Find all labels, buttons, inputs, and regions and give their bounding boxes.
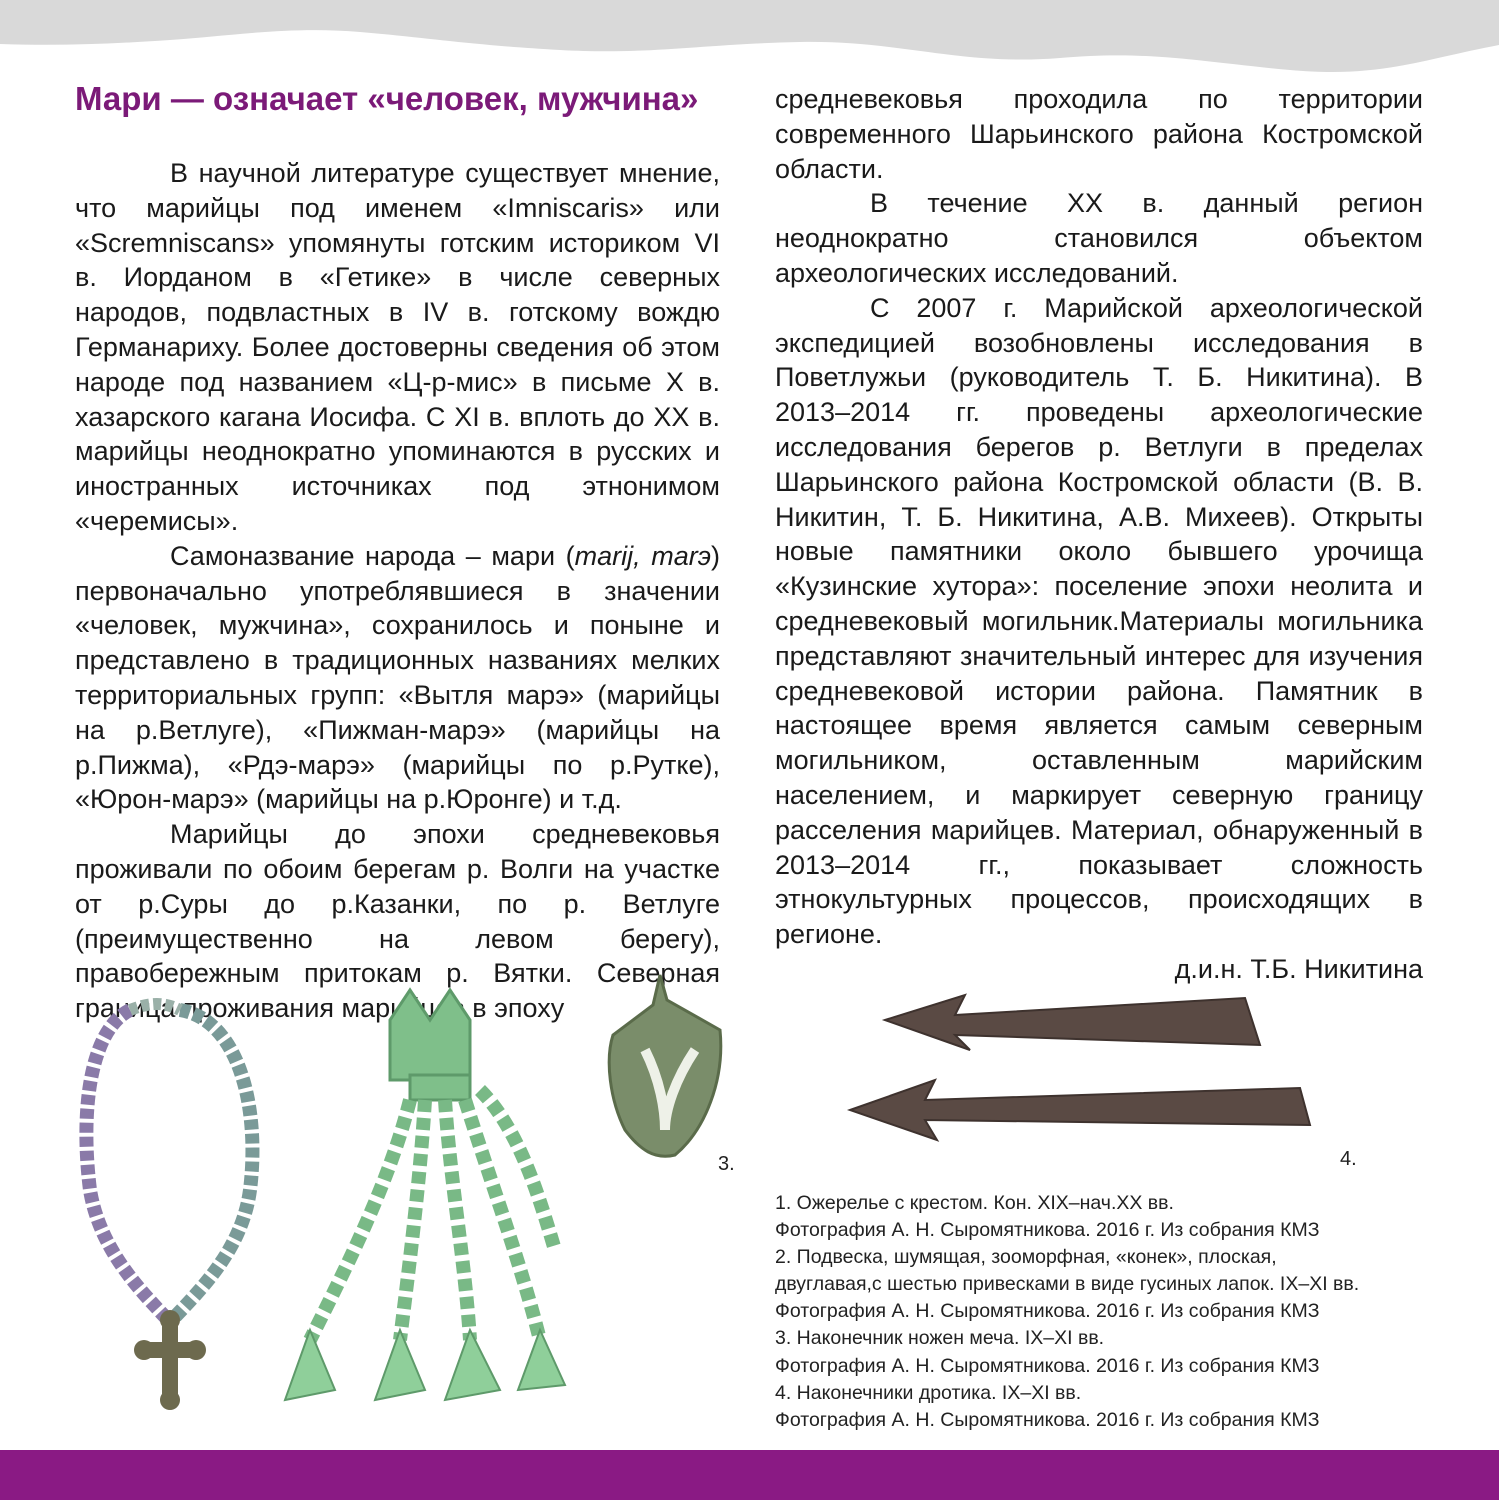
caption-line: Фотография А. Н. Сыромятникова. 2016 г. Из собрания КМЗ [775,1300,1320,1323]
top-decorative-band [0,0,1499,80]
right-paragraph-3: С 2007 г. Марийской археологической экспедицией возобновлены исследования в Поветлужьи (руководитель Т. Б. Никитина). В 2013–2014 гг. проведены археологические исследования берегов р. Ветлуги в пределах Шарьинского района Костромской области (В. В. Никитин, Т. Б. Никитина, А.В. Михеев). Открыты новые памятники около бывшего урочища «Кузинские хутора»: поселение эпохи неолита и средневековый могильник.Материалы могильника представляют значительный интерес для изучения средневековой истории района. Памятник в настоящее время является самым северным могильником, оставленным марийским населением, и маркирует северную границу расселения марийцев. Материал, обнаруженный в 2013–2014 гг., показывает сложность этнокультурных процессов, происходящих в регионе. [775,292,1423,950]
caption-line: Фотография А. Н. Сыромятникова. 2016 г. Из собрания КМЗ [775,1354,1320,1377]
javelin-heads-image [845,990,1315,1150]
caption-line: 1. Ожерелье с крестом. Кон. XIX–нач.XX вв. [775,1192,1174,1214]
scabbard-tip-image [605,970,730,1165]
page-title: Мари — означает «человек, мужчина» [75,80,699,117]
left-paragraph-1: В научной литературе существует мнение, что марийцы под именем «Imniscaris» или «Scremniscans» упомянуты готским историком VI в. Иорданом в «Гетике» в числе северных народов, подвластных в IV в. готскому вождю Германариху. Более достоверны сведения об этом народе под названием «Ц-р-мис» в письме X в. хазарского кагана Иосифа. С XI в. вплоть до XX в. марийцы неоднократно упоминаются в русских и иностранных источниках под этнонимом «черемисы». [75,158,720,536]
caption-line: Фотография А. Н. Сыромятникова. 2016 г. Из собрания КМЗ [775,1408,1320,1431]
caption-line: 2. Подвеска, шумящая, зооморфная, «конек», плоская, [775,1246,1277,1269]
author-signature: д.и.н. Т.Б. Никитина [1174,953,1423,984]
right-paragraph-2: В течение XX в. данный регион неоднократно становился объектом археологических исследований. [775,188,1423,288]
left-paragraph-2 [75,539,720,817]
left-paragraph-2-start: Самоназвание народа – мари ( [170,540,575,571]
caption-line: 3. Наконечник ножен меча. IX–XI вв. [775,1327,1105,1350]
left-paragraph-2-end: ) первоначально употреблявшиеся в значении «человек, мужчина», сохранилось и поныне и представлено в традиционных названиях мелких территориальных групп: «Вытля марэ» (марийцы на р.Ветлуге), «Пижман-марэ» (марийцы на р.Пижма), «Рдэ-марэ» (марийцы по р.Рутке), «Юрон-марэ» (марийцы на р.Юронге) и т.д. [75,540,720,815]
left-text-column [75,156,720,1026]
figure-3-label: 3. [718,1153,735,1175]
caption-line: двуглавая,с шестью привесками в виде гусиных лапок. IX–XI вв. [775,1273,1360,1296]
left-paragraph-2-italic: marij, marэ [574,540,711,571]
zoomorphic-pendant-image [270,980,590,1420]
caption-line: Фотография А. Н. Сыромятникова. 2016 г. Из собрания КМЗ [775,1219,1320,1242]
left-paragraph-3: Марийцы до эпохи средневековья проживали по обоим берегам р. Волги на участке от р.Суры до р.Казанки, по р. Ветлуге (преимущественно на левом берегу), правобережным притокам р. Вятки. Северная граница проживания марийцев в эпоху [75,819,720,1024]
figure-4-label: 4. [1340,1148,1357,1170]
right-text-column [775,82,1423,987]
right-paragraph-1: средневековья проходила по территории современного Шарьинского района Костромской области. [775,84,1423,184]
bottom-decorative-band [0,1450,1499,1500]
figure-captions [775,1190,1435,1434]
caption-line: 4. Наконечники дротика. IX–XI вв. [775,1381,1082,1404]
necklace-with-cross-image [70,990,280,1410]
